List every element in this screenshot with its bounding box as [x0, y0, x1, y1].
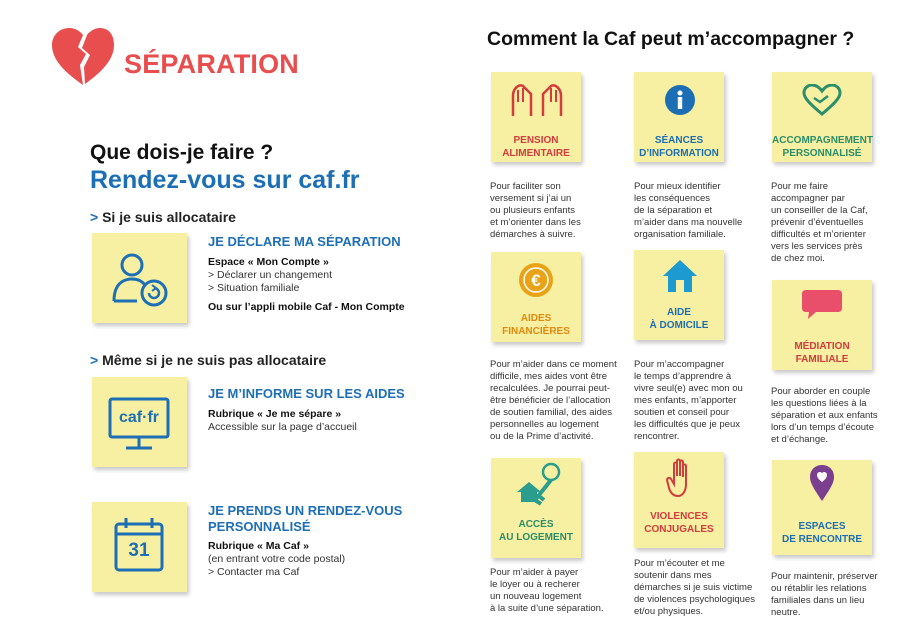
card-description-mediation: Pour aborder en couple les questions liées à la séparation et aux enfants lors d’un temps d’écoute et d’échange. — [771, 386, 878, 445]
card-description-housing: Pour m’aider à payer le loyer ou à recherer un nouveau logement à la suite d’une séparation. — [490, 567, 604, 614]
card-meeting-spaces — [772, 460, 872, 555]
family-situation-link[interactable]: > Situation familiale — [208, 282, 300, 294]
card-label: PENSION ALIMENTAIRE — [502, 135, 570, 159]
section-label: Même si je ne suis pas allocataire — [102, 352, 327, 368]
calendar-day: 31 — [128, 540, 150, 561]
keys-icon — [507, 462, 569, 508]
card-label: ESPACES DE RENCONTRE — [781, 521, 862, 545]
hands-icon — [509, 80, 565, 120]
declare-change-link[interactable]: > Déclarer un changement — [208, 269, 333, 281]
card-description-violence: Pour m’écouter et me soutenir dans mes démarches si je suis victime de violences psychologiques et/ou physiques. — [634, 558, 755, 617]
inform-heading: JE M’INFORME SUR LES AIDES — [208, 386, 405, 401]
separation-section: Rubrique « Je me sépare » — [208, 408, 342, 420]
declare-heading: JE DÉCLARE MA SÉPARATION — [208, 234, 401, 249]
account-space: Espace « Mon Compte » — [208, 256, 329, 268]
sticky-note-appointment — [92, 502, 187, 592]
card-description-sessions: Pour mieux identifier les conséquences de la séparation et m’aider dans ma nouvelle organisation familiale. — [634, 181, 743, 240]
mobile-app-text: Ou sur l’appli mobile Caf - Mon Compte — [208, 301, 405, 313]
website-heading: Rendez-vous sur caf.fr — [90, 166, 360, 194]
my-caf-section: Rubrique « Ma Caf » — [208, 540, 309, 552]
appointment-heading-2: PERSONNALISÉ — [208, 519, 311, 534]
postal-code-text: (en entrant votre code postal) — [208, 553, 346, 565]
question-heading: Que dois-je faire ? — [90, 141, 274, 164]
card-housing — [491, 458, 581, 558]
info-icon — [664, 84, 696, 116]
screen-text: caf·fr — [118, 409, 159, 426]
inform-block — [208, 386, 438, 434]
card-pension — [491, 72, 581, 162]
contact-caf-link[interactable]: > Contacter ma Caf — [208, 566, 300, 578]
broken-heart-icon — [50, 27, 116, 87]
card-label: MÉDIATION FAMILIALE — [794, 341, 850, 365]
location-pin-icon — [808, 464, 836, 502]
appointment-heading-1: JE PRENDS UN RENDEZ-VOUS — [208, 503, 403, 518]
right-title: Comment la Caf peut m’accompagner ? — [487, 28, 855, 50]
svg-text:€: € — [531, 271, 541, 290]
card-label: AIDES FINANCIÈRES — [502, 313, 570, 337]
sticky-note-info — [92, 377, 187, 467]
card-violence — [634, 452, 724, 548]
euro-coin-icon — [518, 262, 554, 298]
sticky-note-account — [92, 233, 187, 323]
handshake-icon — [802, 84, 842, 116]
card-description-home-help: Pour m’accompagner le temps d’apprendre à vivre seul(e) avec mon ou mes enfants, m’apporter soutien et conseil pour les difficultés que je peux rencontrer. — [634, 359, 743, 442]
card-label: SÉANCES D’INFORMATION — [639, 135, 719, 159]
card-home-help — [634, 250, 724, 340]
section-marker: > — [90, 352, 99, 368]
homepage-text: Accessible sur la page d’accueil — [208, 421, 357, 433]
card-financial — [491, 252, 581, 342]
user-refresh-icon — [92, 233, 187, 323]
card-label: AIDE À DOMICILE — [649, 307, 709, 331]
appointment-block — [208, 503, 438, 579]
speech-bubble-icon — [800, 288, 844, 320]
raised-hand-icon — [666, 458, 694, 498]
declare-block — [208, 234, 438, 314]
card-description-accompaniment: Pour me faire accompagner par un conseiller de la Caf, prévenir d’éventuelles difficultés et m’orienter vers les services près de chez moi. — [771, 181, 868, 264]
section-non-allocataire — [90, 352, 326, 368]
section-allocataire — [90, 209, 236, 225]
card-description-financial: Pour m’aider dans ce moment difficile, mes aides vont être recalculées. Je pourrai peut- être bénéficier de l’allocation de soutien familial, des aides personnelles au logement ou de la Prime d’activité. — [490, 359, 617, 442]
card-accompaniment — [772, 72, 872, 162]
card-description-meeting-spaces: Pour maintenir, préserver ou rétablir les relations familiales dans un lieu neutre. — [771, 571, 878, 618]
section-marker: > — [90, 209, 99, 225]
card-mediation — [772, 280, 872, 370]
card-sessions — [634, 72, 724, 162]
card-label: ACCÈS AU LOGEMENT — [499, 519, 573, 543]
house-icon — [661, 258, 699, 294]
section-label: Si je suis allocataire — [102, 209, 236, 225]
card-label: ACCOMPAGNEMENT PERSONNALISÉ — [772, 135, 873, 159]
page-title: SÉPARATION — [124, 49, 300, 79]
card-label: VIOLENCES CONJUGALES — [644, 511, 714, 535]
card-description-pension: Pour faciliter son versement si j’ai un ou plusieurs enfants et m’orienter dans les démarches à suivre. — [490, 181, 581, 240]
